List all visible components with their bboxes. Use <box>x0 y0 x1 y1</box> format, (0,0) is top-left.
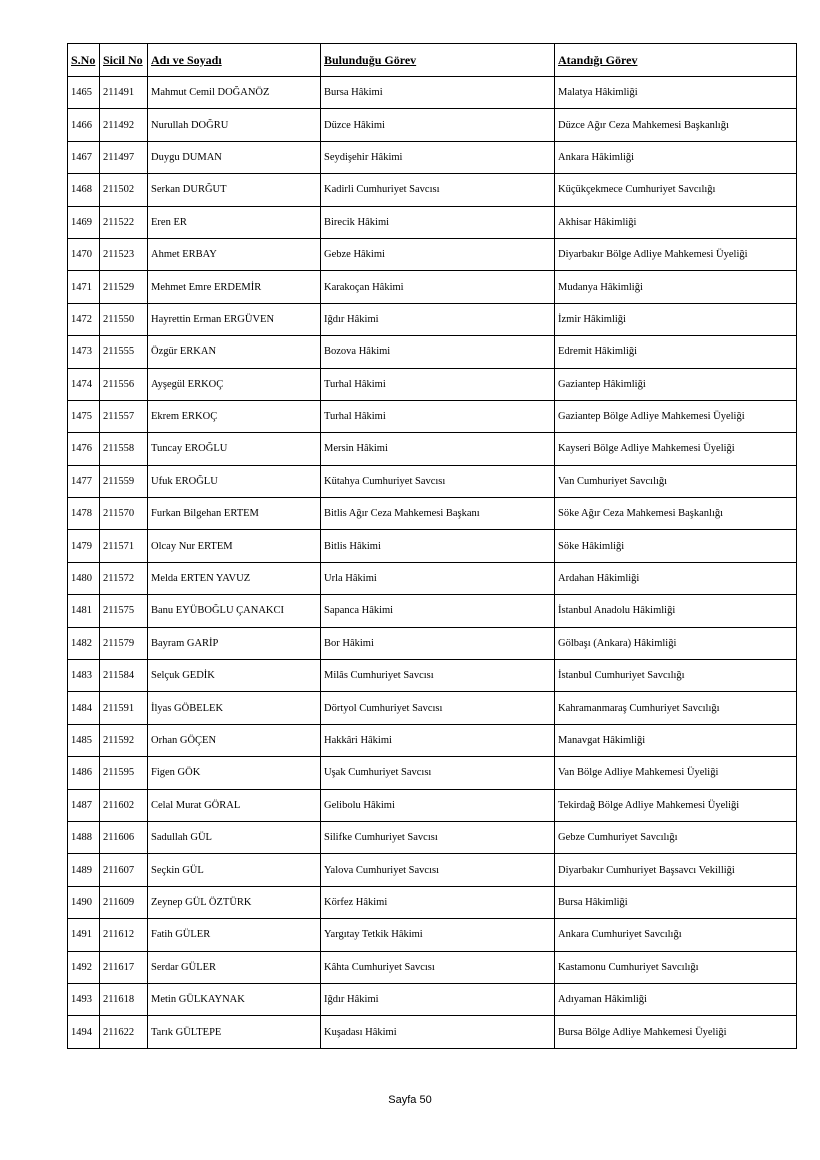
header-assigned-post: Atandığı Görev <box>555 44 797 77</box>
cell-sicil: 211502 <box>100 174 148 206</box>
cell-current-post: Uşak Cumhuriyet Savcısı <box>321 757 555 789</box>
cell-sicil: 211617 <box>100 951 148 983</box>
cell-sno: 1466 <box>68 109 100 141</box>
cell-sno: 1474 <box>68 368 100 400</box>
cell-sno: 1485 <box>68 724 100 756</box>
cell-sicil: 211575 <box>100 595 148 627</box>
cell-current-post: Kadirli Cumhuriyet Savcısı <box>321 174 555 206</box>
cell-sicil: 211559 <box>100 465 148 497</box>
cell-name: Ayşegül ERKOÇ <box>148 368 321 400</box>
cell-name: Olcay Nur ERTEM <box>148 530 321 562</box>
cell-sicil: 211557 <box>100 400 148 432</box>
cell-sicil: 211522 <box>100 206 148 238</box>
header-current-post: Bulunduğu Görev <box>321 44 555 77</box>
table-row <box>68 174 797 206</box>
cell-sno: 1478 <box>68 498 100 530</box>
cell-current-post: Gebze Hâkimi <box>321 238 555 270</box>
table-row <box>68 724 797 756</box>
cell-sno: 1494 <box>68 1016 100 1048</box>
cell-assigned-post: Van Cumhuriyet Savcılığı <box>555 465 797 497</box>
cell-name: Eren ER <box>148 206 321 238</box>
cell-current-post: Iğdır Hâkimi <box>321 983 555 1015</box>
cell-current-post: Gelibolu Hâkimi <box>321 789 555 821</box>
cell-sicil: 211606 <box>100 821 148 853</box>
cell-current-post: Birecik Hâkimi <box>321 206 555 238</box>
cell-sicil: 211492 <box>100 109 148 141</box>
cell-current-post: Silifke Cumhuriyet Savcısı <box>321 821 555 853</box>
cell-name: Bayram GARİP <box>148 627 321 659</box>
cell-current-post: Bursa Hâkimi <box>321 77 555 109</box>
cell-current-post: Mersin Hâkimi <box>321 433 555 465</box>
cell-name: Banu EYÜBOĞLU ÇANAKCI <box>148 595 321 627</box>
table-row <box>68 530 797 562</box>
cell-name: Seçkin GÜL <box>148 854 321 886</box>
cell-assigned-post: Akhisar Hâkimliği <box>555 206 797 238</box>
cell-sicil: 211556 <box>100 368 148 400</box>
table-row <box>68 498 797 530</box>
cell-name: Sadullah GÜL <box>148 821 321 853</box>
cell-assigned-post: Kastamonu Cumhuriyet Savcılığı <box>555 951 797 983</box>
cell-sicil: 211579 <box>100 627 148 659</box>
cell-sicil: 211592 <box>100 724 148 756</box>
appointments-table <box>67 43 797 1049</box>
cell-assigned-post: Bursa Bölge Adliye Mahkemesi Üyeliği <box>555 1016 797 1048</box>
cell-sicil: 211558 <box>100 433 148 465</box>
cell-assigned-post: Ankara Cumhuriyet Savcılığı <box>555 919 797 951</box>
cell-current-post: Bitlis Hâkimi <box>321 530 555 562</box>
cell-name: Özgür ERKAN <box>148 336 321 368</box>
cell-sno: 1468 <box>68 174 100 206</box>
cell-current-post: Kütahya Cumhuriyet Savcısı <box>321 465 555 497</box>
cell-current-post: Milâs Cumhuriyet Savcısı <box>321 660 555 692</box>
cell-sicil: 211591 <box>100 692 148 724</box>
cell-assigned-post: Edremit Hâkimliği <box>555 336 797 368</box>
appointments-table-container <box>67 43 796 1049</box>
cell-current-post: Seydişehir Hâkimi <box>321 141 555 173</box>
table-row <box>68 368 797 400</box>
cell-sno: 1488 <box>68 821 100 853</box>
table-row <box>68 757 797 789</box>
cell-sicil: 211523 <box>100 238 148 270</box>
cell-current-post: Yargıtay Tetkik Hâkimi <box>321 919 555 951</box>
cell-sicil: 211529 <box>100 271 148 303</box>
cell-sno: 1484 <box>68 692 100 724</box>
cell-sno: 1473 <box>68 336 100 368</box>
table-row <box>68 854 797 886</box>
cell-assigned-post: Kahramanmaraş Cumhuriyet Savcılığı <box>555 692 797 724</box>
cell-name: Zeynep GÜL ÖZTÜRK <box>148 886 321 918</box>
table-body <box>68 77 797 1049</box>
cell-sicil: 211607 <box>100 854 148 886</box>
cell-name: Hayrettin Erman ERGÜVEN <box>148 303 321 335</box>
table-row <box>68 692 797 724</box>
cell-sno: 1487 <box>68 789 100 821</box>
cell-current-post: Sapanca Hâkimi <box>321 595 555 627</box>
header-row <box>68 44 797 77</box>
cell-sno: 1482 <box>68 627 100 659</box>
cell-assigned-post: İstanbul Cumhuriyet Savcılığı <box>555 660 797 692</box>
cell-assigned-post: Manavgat Hâkimliği <box>555 724 797 756</box>
cell-name: Duygu DUMAN <box>148 141 321 173</box>
table-row <box>68 595 797 627</box>
cell-name: Tarık GÜLTEPE <box>148 1016 321 1048</box>
cell-sicil: 211572 <box>100 562 148 594</box>
cell-name: Mahmut Cemil DOĞANÖZ <box>148 77 321 109</box>
cell-assigned-post: Ardahan Hâkimliği <box>555 562 797 594</box>
table-row <box>68 400 797 432</box>
cell-assigned-post: Tekirdağ Bölge Adliye Mahkemesi Üyeliği <box>555 789 797 821</box>
cell-current-post: Bor Hâkimi <box>321 627 555 659</box>
page-number: Sayfa 50 <box>388 1094 432 1106</box>
cell-sno: 1479 <box>68 530 100 562</box>
cell-assigned-post: Diyarbakır Bölge Adliye Mahkemesi Üyeliği <box>555 238 797 270</box>
cell-sno: 1476 <box>68 433 100 465</box>
cell-sno: 1486 <box>68 757 100 789</box>
cell-current-post: Turhal Hâkimi <box>321 368 555 400</box>
table-row <box>68 141 797 173</box>
table-row <box>68 109 797 141</box>
cell-assigned-post: Malatya Hâkimliği <box>555 77 797 109</box>
cell-current-post: Urla Hâkimi <box>321 562 555 594</box>
cell-assigned-post: Küçükçekmece Cumhuriyet Savcılığı <box>555 174 797 206</box>
table-row <box>68 951 797 983</box>
cell-name: Selçuk GEDİK <box>148 660 321 692</box>
table-header <box>68 44 797 77</box>
table-row <box>68 238 797 270</box>
table-row <box>68 303 797 335</box>
cell-sicil: 211550 <box>100 303 148 335</box>
cell-assigned-post: Gaziantep Hâkimliği <box>555 368 797 400</box>
cell-assigned-post: Bursa Hâkimliği <box>555 886 797 918</box>
cell-assigned-post: Ankara Hâkimliği <box>555 141 797 173</box>
table-row <box>68 789 797 821</box>
cell-sicil: 211497 <box>100 141 148 173</box>
cell-name: Ekrem ERKOÇ <box>148 400 321 432</box>
cell-current-post: Iğdır Hâkimi <box>321 303 555 335</box>
cell-sno: 1475 <box>68 400 100 432</box>
cell-sno: 1492 <box>68 951 100 983</box>
cell-sno: 1489 <box>68 854 100 886</box>
cell-sno: 1483 <box>68 660 100 692</box>
cell-sno: 1467 <box>68 141 100 173</box>
cell-name: Tuncay EROĞLU <box>148 433 321 465</box>
cell-current-post: Turhal Hâkimi <box>321 400 555 432</box>
table-row <box>68 660 797 692</box>
cell-sno: 1493 <box>68 983 100 1015</box>
table-row <box>68 433 797 465</box>
cell-name: Melda ERTEN YAVUZ <box>148 562 321 594</box>
cell-assigned-post: Kayseri Bölge Adliye Mahkemesi Üyeliği <box>555 433 797 465</box>
table-row <box>68 821 797 853</box>
cell-sicil: 211618 <box>100 983 148 1015</box>
header-sicil: Sicil No <box>100 44 148 77</box>
cell-sicil: 211595 <box>100 757 148 789</box>
cell-sicil: 211570 <box>100 498 148 530</box>
cell-sicil: 211612 <box>100 919 148 951</box>
table-row <box>68 206 797 238</box>
cell-name: Ufuk EROĞLU <box>148 465 321 497</box>
cell-name: Celal Murat GÖRAL <box>148 789 321 821</box>
table-row <box>68 983 797 1015</box>
cell-sno: 1469 <box>68 206 100 238</box>
cell-assigned-post: Diyarbakır Cumhuriyet Başsavcı Vekilliği <box>555 854 797 886</box>
cell-name: Serkan DURĞUT <box>148 174 321 206</box>
cell-current-post: Hakkâri Hâkimi <box>321 724 555 756</box>
cell-sicil: 211584 <box>100 660 148 692</box>
cell-name: Orhan GÖÇEN <box>148 724 321 756</box>
cell-sicil: 211491 <box>100 77 148 109</box>
cell-sno: 1481 <box>68 595 100 627</box>
cell-current-post: Bitlis Ağır Ceza Mahkemesi Başkanı <box>321 498 555 530</box>
cell-name: Nurullah DOĞRU <box>148 109 321 141</box>
cell-assigned-post: Düzce Ağır Ceza Mahkemesi Başkanlığı <box>555 109 797 141</box>
cell-name: Fatih GÜLER <box>148 919 321 951</box>
cell-assigned-post: Söke Hâkimliği <box>555 530 797 562</box>
cell-sicil: 211555 <box>100 336 148 368</box>
table-row <box>68 1016 797 1048</box>
header-name: Adı ve Soyadı <box>148 44 321 77</box>
table-row <box>68 465 797 497</box>
cell-assigned-post: Gölbaşı (Ankara) Hâkimliği <box>555 627 797 659</box>
header-sno: S.No <box>68 44 100 77</box>
cell-assigned-post: İzmir Hâkimliği <box>555 303 797 335</box>
cell-current-post: Körfez Hâkimi <box>321 886 555 918</box>
cell-sicil: 211622 <box>100 1016 148 1048</box>
cell-current-post: Kuşadası Hâkimi <box>321 1016 555 1048</box>
cell-name: Mehmet Emre ERDEMİR <box>148 271 321 303</box>
cell-name: Metin GÜLKAYNAK <box>148 983 321 1015</box>
cell-assigned-post: Adıyaman Hâkimliği <box>555 983 797 1015</box>
table-row <box>68 271 797 303</box>
cell-assigned-post: Van Bölge Adliye Mahkemesi Üyeliği <box>555 757 797 789</box>
cell-assigned-post: Gebze Cumhuriyet Savcılığı <box>555 821 797 853</box>
cell-sicil: 211609 <box>100 886 148 918</box>
cell-sno: 1471 <box>68 271 100 303</box>
cell-current-post: Kâhta Cumhuriyet Savcısı <box>321 951 555 983</box>
cell-assigned-post: Söke Ağır Ceza Mahkemesi Başkanlığı <box>555 498 797 530</box>
cell-sicil: 211571 <box>100 530 148 562</box>
cell-sno: 1480 <box>68 562 100 594</box>
table-row <box>68 562 797 594</box>
cell-sno: 1465 <box>68 77 100 109</box>
cell-name: Serdar GÜLER <box>148 951 321 983</box>
cell-name: Furkan Bilgehan ERTEM <box>148 498 321 530</box>
cell-name: İlyas GÖBELEK <box>148 692 321 724</box>
table-row <box>68 886 797 918</box>
cell-sno: 1490 <box>68 886 100 918</box>
cell-assigned-post: İstanbul Anadolu Hâkimliği <box>555 595 797 627</box>
table-row <box>68 627 797 659</box>
cell-sno: 1491 <box>68 919 100 951</box>
table-row <box>68 336 797 368</box>
cell-current-post: Yalova Cumhuriyet Savcısı <box>321 854 555 886</box>
cell-assigned-post: Mudanya Hâkimliği <box>555 271 797 303</box>
cell-name: Ahmet ERBAY <box>148 238 321 270</box>
cell-sicil: 211602 <box>100 789 148 821</box>
cell-sno: 1477 <box>68 465 100 497</box>
cell-current-post: Dörtyol Cumhuriyet Savcısı <box>321 692 555 724</box>
cell-current-post: Bozova Hâkimi <box>321 336 555 368</box>
table-row <box>68 77 797 109</box>
cell-current-post: Düzce Hâkimi <box>321 109 555 141</box>
table-row <box>68 919 797 951</box>
cell-assigned-post: Gaziantep Bölge Adliye Mahkemesi Üyeliği <box>555 400 797 432</box>
cell-sno: 1472 <box>68 303 100 335</box>
cell-name: Figen GÖK <box>148 757 321 789</box>
cell-current-post: Karakoçan Hâkimi <box>321 271 555 303</box>
cell-sno: 1470 <box>68 238 100 270</box>
